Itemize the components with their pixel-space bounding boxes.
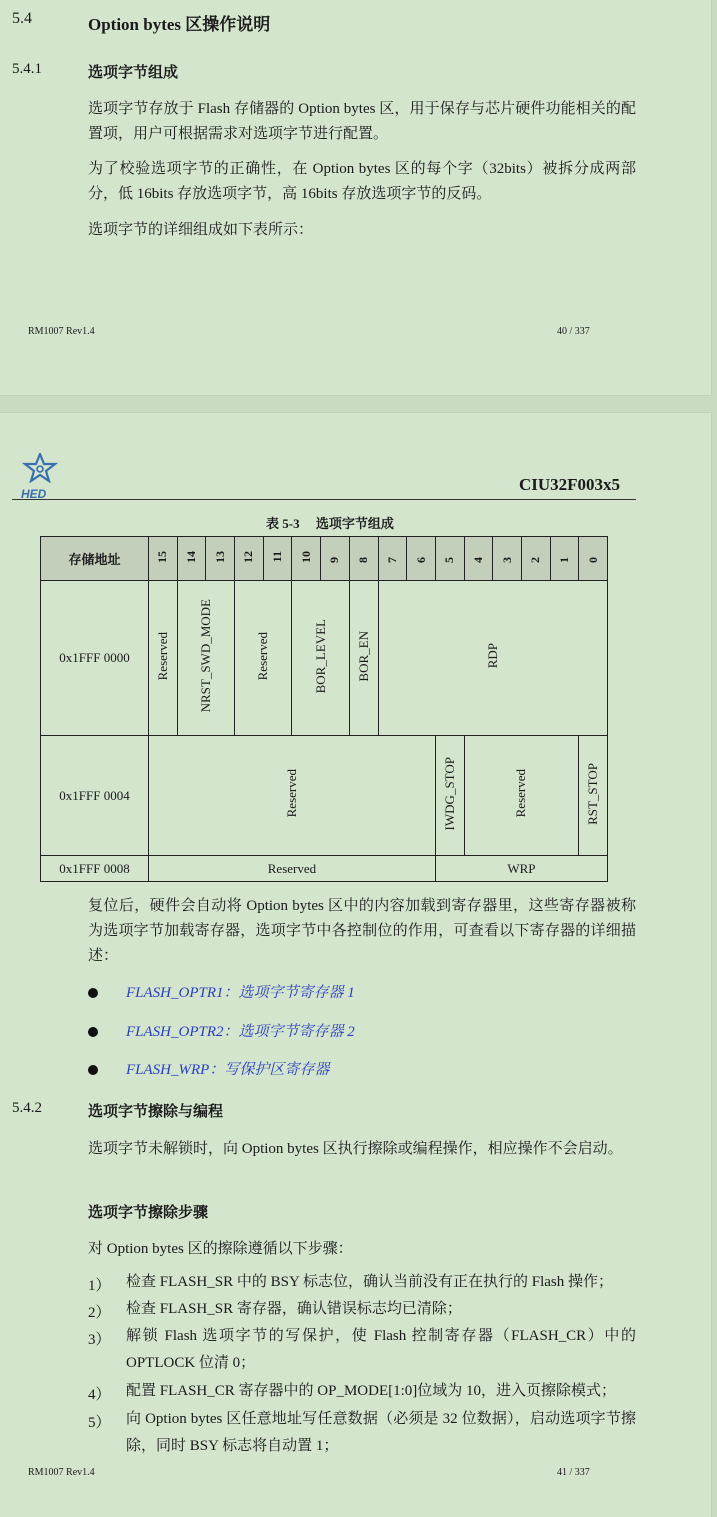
field-wrp: WRP [435,856,607,882]
table-header-row [41,537,608,581]
bit-15: 15 [149,537,178,581]
paragraph-after-table: 复位后，硬件会自动将 Option bytes 区中的内容加载到寄存器里，这些寄存器被称为选项字节加载寄存器，选项字节中各控制位的作用，可查看以下寄存器的详细描述： [88,898,636,964]
section-title: Option bytes 区操作说明 [88,15,271,34]
footer-doc-id: RM1007 Rev1.4 [28,1467,95,1478]
table-caption: 表 5-3 选项字节组成 [266,516,394,531]
footer-page-number: 40 / 337 [557,326,590,337]
step-text: 检查 FLASH_SR 寄存器，确认错误标志均已清除； [126,1301,462,1317]
field-nrst-swd-mode: NRST_SWD_MODE [177,581,234,736]
section-number: 5.4 [12,10,32,27]
company-logo [20,453,60,501]
header-address-label: 存储地址 [41,537,149,581]
step-text: 解锁 Flash 选项字节的写保护，使 Flash 控制寄存器（FLASH_CR）中的 OPTLOCK 位清 0； [126,1328,636,1371]
field-bor-level: BOR_LEVEL [292,581,349,736]
link-flash-optr1[interactable]: FLASH_OPTR1：选项字节寄存器 1 [126,985,355,1001]
footer-doc-id: RM1007 Rev1.4 [28,326,95,337]
doc-title: CIU32F003x5 [519,475,621,494]
option-bytes-table [40,536,608,882]
steps-heading: 选项字节擦除步骤 [88,1205,209,1221]
paragraph-table-lead: 选项字节的详细组成如下表所示： [88,222,314,238]
field-reserved: Reserved [235,581,292,736]
field-reserved: Reserved [149,736,436,856]
field-reserved: Reserved [149,581,178,736]
step-number: 2） [88,1305,111,1321]
paragraph-check: 为了校验选项字节的正确性，在 Option bytes 区的每个字（32bits）被拆分成两部分，低 16bits 存放选项字节，高 16bits 存放选项字节的反码。 [88,161,636,202]
bullet-icon [88,1065,98,1075]
field-reserved: Reserved [149,856,436,882]
field-iwdg-stop: IWDG_STOP [435,736,464,856]
bit-2: 2 [521,537,550,581]
bullet-icon [88,1027,98,1037]
bit-3: 3 [493,537,522,581]
page-41 [0,412,712,1517]
step-number: 3） [88,1332,111,1348]
field-reserved: Reserved [464,736,579,856]
table-row [41,581,608,736]
step-text: 检查 FLASH_SR 中的 BSY 标志位，确认当前没有正在执行的 Flash 操作； [126,1274,613,1290]
link-flash-wrp[interactable]: FLASH_WRP：写保护区寄存器 [126,1062,330,1078]
subsection-number: 5.4.1 [12,61,42,77]
footer-page-number: 41 / 337 [557,1467,590,1478]
bit-5: 5 [435,537,464,581]
step-number: 1） [88,1278,111,1294]
paragraph-erase-intro: 选项字节未解锁时，向 Option bytes 区执行擦除或编程操作，相应操作不会启动。 [88,1141,623,1157]
bit-12: 12 [235,537,264,581]
field-rdp: RDP [378,581,608,736]
table-row [41,856,608,882]
subsection-title: 选项字节组成 [88,65,179,81]
bit-8: 8 [349,537,378,581]
star-logo-icon [20,453,60,483]
bit-9: 9 [321,537,350,581]
field-bor-en: BOR_EN [349,581,378,736]
subsection-title: 选项字节擦除与编程 [88,1104,224,1120]
bullet-icon [88,988,98,998]
logo-text: HED [21,487,47,501]
bit-6: 6 [407,537,436,581]
field-rst-stop: RST_STOP [579,736,608,856]
steps-intro: 对 Option bytes 区的擦除遵循以下步骤： [88,1241,353,1257]
row-address: 0x1FFF 0004 [41,736,149,856]
bit-13: 13 [206,537,235,581]
bit-10: 10 [292,537,321,581]
bit-0: 0 [579,537,608,581]
row-address: 0x1FFF 0008 [41,856,149,882]
step-text: 向 Option bytes 区任意地址写任意数据（必须是 32 位数据），启动选项字节擦除，同时 BSY 标志将自动置 1； [126,1411,636,1454]
bit-14: 14 [177,537,206,581]
link-flash-optr2[interactable]: FLASH_OPTR2：选项字节寄存器 2 [126,1024,355,1040]
bit-7: 7 [378,537,407,581]
bit-4: 4 [464,537,493,581]
bit-1: 1 [550,537,579,581]
subsection-number: 5.4.2 [12,1100,42,1116]
step-number: 5） [88,1415,111,1431]
row-address: 0x1FFF 0000 [41,581,149,736]
paragraph-intro: 选项字节存放于 Flash 存储器的 Option bytes 区，用于保存与芯片硬件功能相关的配置项，用户可根据需求对选项字节进行配置。 [88,101,636,142]
header-rule [12,499,636,500]
step-number: 4） [88,1387,111,1403]
step-text: 配置 FLASH_CR 寄存器中的 OP_MODE[1:0]位域为 10，进入页擦除模式； [126,1383,617,1399]
table-row [41,736,608,856]
bit-11: 11 [263,537,292,581]
page-40 [0,0,712,396]
